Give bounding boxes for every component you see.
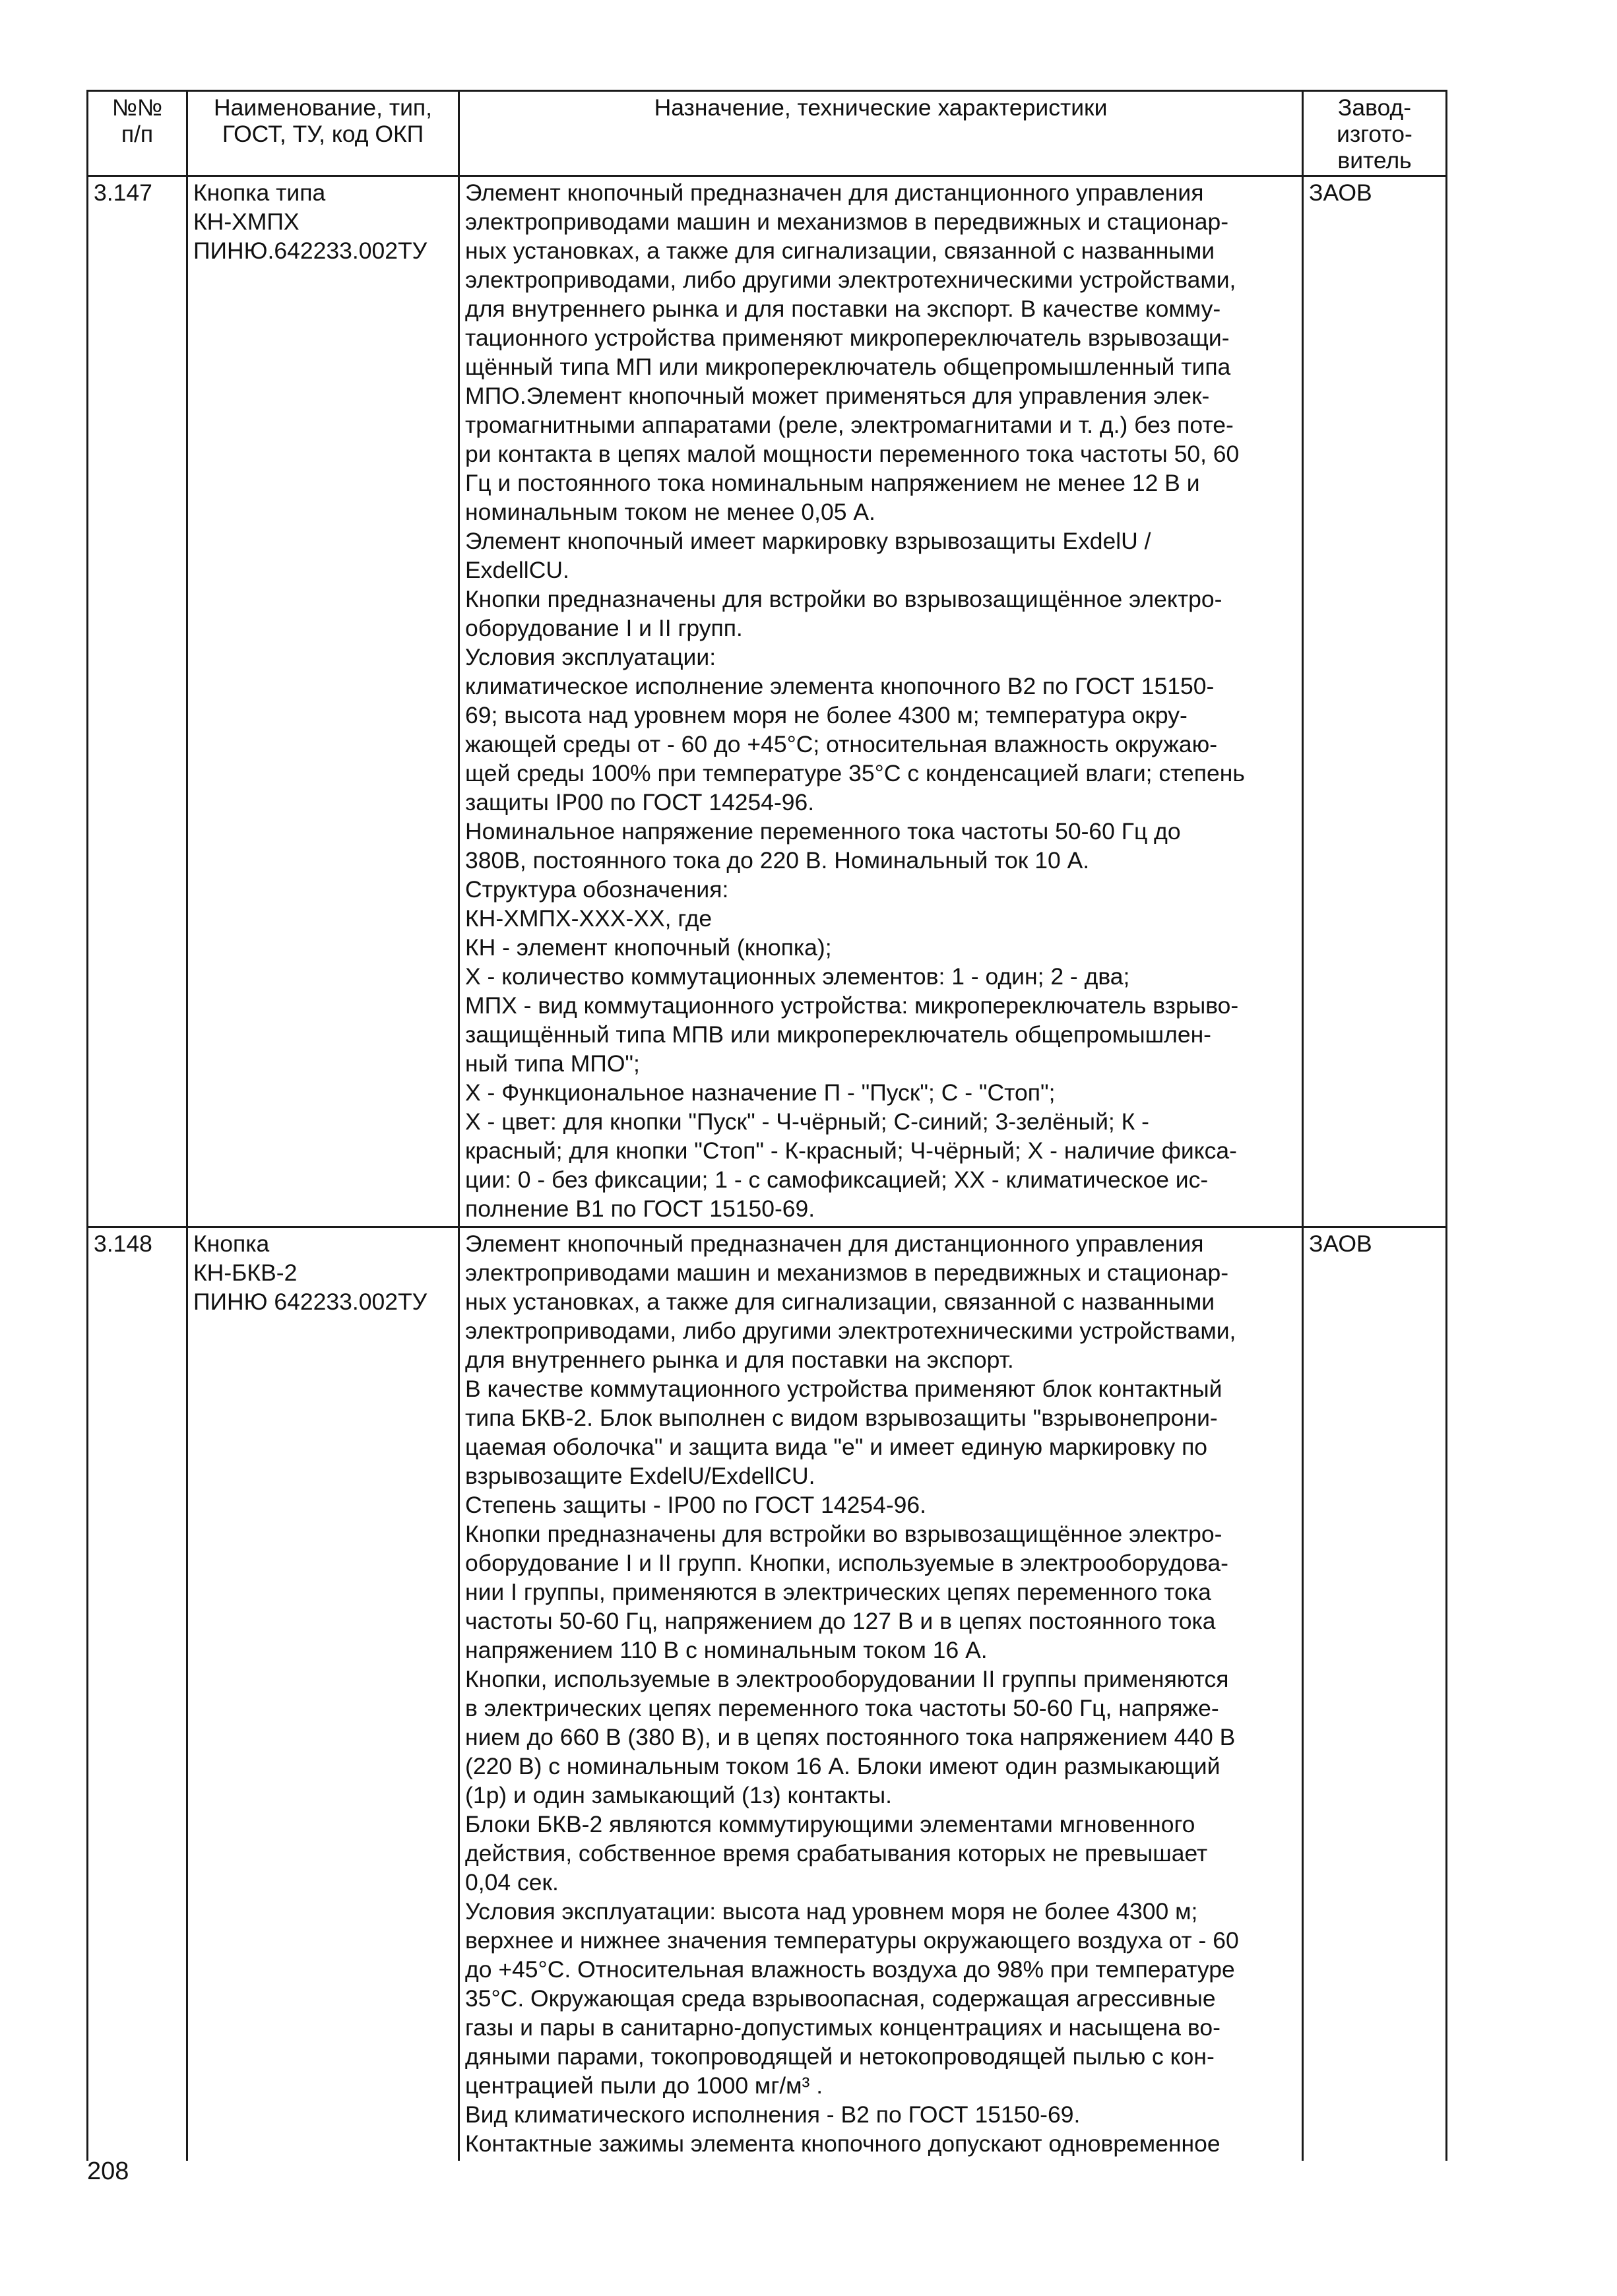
- row-description: Элемент кнопочный предназначен для дистанционного управления электроприводами машин и механизмов в передвижных и стационар- ных установках, а также для сигнализации, связанной с названными электроприводами, либо другими электротехническими устройствами, для внутреннего рынка и для поставки на экспорт. В качестве комму- тационного устройства применяют микропереключатель взрывозащи- щённый типа МП или микропереключатель общепромышленный типа МПО.Элемент кнопочный может применяться для управления элек- тромагнитными аппаратами (реле, электромагнитами и т. д.) без поте- ри контакта в цепях малой мощности переменного тока частоты 50, 60 Гц и постоянного тока номинальным напряжением не менее 12 В и номинальным током не менее 0,05 А. Элемент кнопочный имеет маркировку взрывозащиты ExdelU / ExdellCU. Кнопки предназначены для встройки во взрывозащищённое электро- оборудование I и II групп. Условия эксплуатации: климатическое исполнение элемента кнопочного В2 по ГОСТ 15150- 69; высота над уровнем моря не более 4300 м; температура окру- жающей среды от - 60 до +45°С; относительная влажность окружаю- щей среды 100% при температуре 35°С с конденсацией влаги; степень защиты IP00 по ГОСТ 14254-96. Номинальное напряжение переменного тока частоты 50-60 Гц до 380В, постоянного тока до 220 В. Номинальный ток 10 А. Структура обозначения: КН-ХМПХ-ХХХ-ХХ, где КН - элемент кнопочный (кнопка); Х - количество коммутационных элементов: 1 - один; 2 - два; МПХ - вид коммутационного устройства: микропереключатель взрыво- защищённый типа МПВ или микропереключатель общепромышлен- ный типа МПО"; Х - Функциональное назначение П - "Пуск"; С - "Стоп"; Х - цвет: для кнопки "Пуск" - Ч-чёрный; С-синий; 3-зелёный; К - красный; для кнопки "Стоп" - К-красный; Ч-чёрный; Х - наличие фикса- ции: 0 - без фиксации; 1 - с самофиксацией; ХХ - климатическое ис- полнение В1 по ГОСТ 15150-69.: [459, 176, 1303, 1227]
- row-number: 3.147: [88, 176, 187, 1227]
- row-name: Кнопка КН-БКВ-2 ПИНЮ 642233.002ТУ: [187, 1227, 459, 2161]
- header-description-text: Назначение, технические характеристики: [654, 94, 1108, 121]
- table-header: [88, 91, 1447, 176]
- row-name: Кнопка типа КН-ХМПХ ПИНЮ.642233.002ТУ: [187, 176, 459, 1227]
- header-number-text: №№ п/п: [111, 94, 163, 147]
- header-manufacturer-text: Завод- изгото- витель: [1337, 94, 1412, 174]
- header-name-text: Наименование, тип, ГОСТ, ТУ, код ОКП: [214, 94, 432, 147]
- row-number: 3.148: [88, 1227, 187, 2161]
- header-row: [88, 91, 1447, 176]
- page-number: 208: [87, 2157, 129, 2185]
- header-name: [187, 91, 459, 176]
- row-description: Элемент кнопочный предназначен для дистанционного управления электроприводами машин и механизмов в передвижных и стационар- ных установках, а также для сигнализации, связанной с названными электроприводами, либо другими электротехническими устройствами, для внутреннего рынка и для поставки на экспорт. В качестве коммутационного устройства применяют блок контактный типа БКВ-2. Блок выполнен с видом взрывозащиты "взрывонепрони- цаемая оболочка" и защита вида "е" и имеет единую маркировку по взрывозащите ExdelU/ExdellCU. Степень защиты - IP00 по ГОСТ 14254-96. Кнопки предназначены для встройки во взрывозащищённое электро- оборудование I и II групп. Кнопки, используемые в электрооборудова- нии I группы, применяются в электрических цепях переменного тока частоты 50-60 Гц, напряжением до 127 В и в цепях постоянного тока напряжением 110 В с номинальным током 16 А. Кнопки, используемые в электрооборудовании II группы применяются в электрических цепях переменного тока частоты 50-60 Гц, напряже- нием до 660 В (380 В), и в цепях постоянного тока напряжением 440 В (220 В) с номинальным током 16 А. Блоки имеют один размыкающий (1р) и один замыкающий (1з) контакты. Блоки БКВ-2 являются коммутирующими элементами мгновенного действия, собственное время срабатывания которых не превышает 0,04 сек. Условия эксплуатации: высота над уровнем моря не более 4300 м; верхнее и нижнее значения температуры окружающего воздуха от - 60 до +45°С. Относительная влажность воздуха до 98% при температуре 35°С. Окружающая среда взрывоопасная, содержащая агрессивные газы и пары в санитарно-допустимых концентрациях и насыщена во- дяными парами, токопроводящей и нетокопроводящей пылью с кон- центрацией пыли до 1000 мг/м³ . Вид климатического исполнения - В2 по ГОСТ 15150-69. Контактные зажимы элемента кнопочного допускают одновременное: [459, 1227, 1303, 2161]
- catalog-table: [86, 90, 1447, 2161]
- table-row: [88, 1227, 1447, 2161]
- header-number: [88, 91, 187, 176]
- row-manufacturer: ЗАОВ: [1303, 176, 1447, 1227]
- table-row: [88, 176, 1447, 1227]
- header-manufacturer: [1303, 91, 1447, 176]
- row-manufacturer: ЗАОВ: [1303, 1227, 1447, 2161]
- header-description: [459, 91, 1303, 176]
